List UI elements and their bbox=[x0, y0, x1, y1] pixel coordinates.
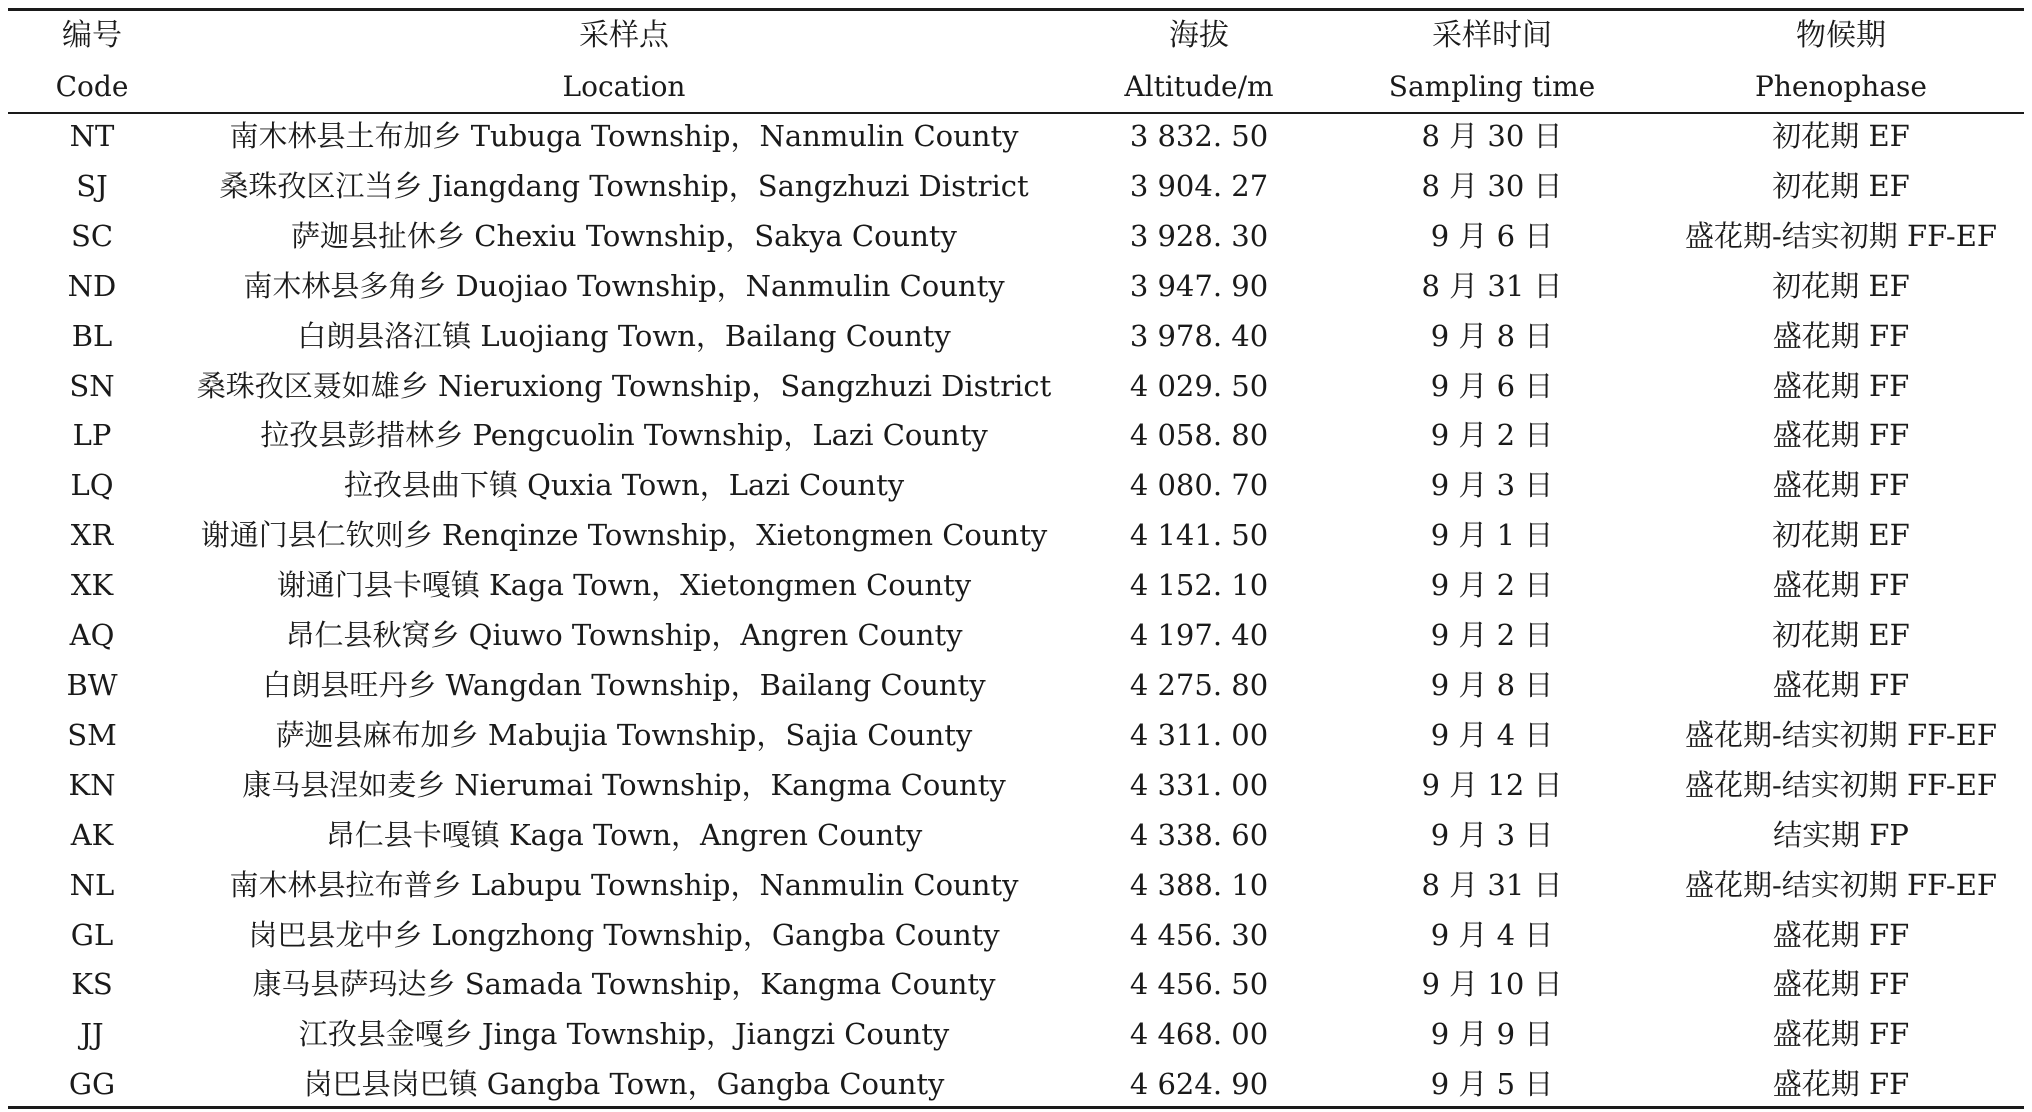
cell-altitude: 4 331. 00 bbox=[1129, 767, 1269, 802]
cell-code: AQ bbox=[69, 618, 115, 653]
cell-sampling-time: 9 月 3 日 bbox=[1430, 817, 1554, 852]
table-row bbox=[0, 711, 2032, 761]
cell-altitude: 4 456. 30 bbox=[1129, 917, 1269, 952]
cell-phenophase: 盛花期-结实初期 FF-EF bbox=[1684, 867, 1998, 902]
cell-code: XR bbox=[70, 518, 114, 553]
cell-location: 拉孜县曲下镇 Quxia Town，Lazi County bbox=[343, 468, 905, 503]
table-row bbox=[0, 661, 2032, 711]
header-location-en: Location bbox=[562, 70, 686, 103]
cell-phenophase: 盛花期 FF bbox=[1772, 1067, 1910, 1102]
cell-code: NL bbox=[69, 867, 115, 902]
cell-code: NT bbox=[69, 119, 115, 153]
cell-sampling-time: 8 月 31 日 bbox=[1421, 867, 1563, 902]
table-row bbox=[0, 861, 2032, 911]
cell-sampling-time: 9 月 8 日 bbox=[1430, 318, 1554, 353]
cell-altitude: 3 832. 50 bbox=[1129, 119, 1269, 153]
cell-location: 拉孜县彭措林乡 Pengcuolin Township，Lazi County bbox=[260, 418, 988, 453]
cell-phenophase: 盛花期-结实初期 FF-EF bbox=[1684, 717, 1998, 752]
table-body bbox=[0, 112, 2032, 1110]
cell-code: KN bbox=[68, 767, 116, 802]
cell-phenophase: 盛花期 FF bbox=[1772, 568, 1910, 603]
cell-altitude: 4 141. 50 bbox=[1129, 518, 1269, 553]
cell-phenophase: 盛花期 FF bbox=[1772, 418, 1910, 453]
cell-code: XK bbox=[70, 568, 114, 603]
cell-sampling-time: 9 月 6 日 bbox=[1430, 368, 1554, 403]
cell-location: 萨迦县扯休乡 Chexiu Township，Sakya County bbox=[291, 218, 957, 253]
cell-location: 南木林县多角乡 Duojiao Township，Nanmulin County bbox=[243, 268, 1005, 303]
cell-phenophase: 盛花期 FF bbox=[1772, 667, 1910, 702]
cell-phenophase: 初花期 EF bbox=[1772, 119, 1910, 153]
header-sampling-time-en: Sampling time bbox=[1388, 70, 1596, 103]
cell-altitude: 4 468. 00 bbox=[1129, 1017, 1269, 1052]
table-row bbox=[0, 112, 2032, 162]
cell-location: 白朗县洛江镇 Luojiang Town，Bailang County bbox=[297, 318, 951, 353]
cell-sampling-time: 9 月 9 日 bbox=[1430, 1017, 1554, 1052]
table-row bbox=[0, 461, 2032, 511]
table-row bbox=[0, 162, 2032, 212]
cell-location: 昂仁县秋窝乡 Qiuwo Township，Angren County bbox=[285, 618, 963, 653]
cell-sampling-time: 9 月 4 日 bbox=[1430, 917, 1554, 952]
cell-code: GG bbox=[68, 1067, 116, 1102]
cell-code: LQ bbox=[70, 468, 114, 503]
cell-code: BW bbox=[66, 667, 118, 702]
cell-code: SM bbox=[67, 717, 117, 752]
header-row-english bbox=[0, 61, 2032, 112]
cell-altitude: 4 080. 70 bbox=[1129, 468, 1269, 503]
cell-phenophase: 盛花期 FF bbox=[1772, 917, 1910, 952]
header-code-en: Code bbox=[55, 70, 129, 103]
table-row bbox=[0, 611, 2032, 661]
cell-location: 江孜县金嘎乡 Jinga Township，Jiangzi County bbox=[298, 1017, 950, 1052]
cell-sampling-time: 9 月 2 日 bbox=[1430, 568, 1554, 603]
cell-sampling-time: 9 月 4 日 bbox=[1430, 717, 1554, 752]
data-table bbox=[0, 11, 2032, 1110]
cell-location: 桑珠孜区江当乡 Jiangdang Township，Sangzhuzi District bbox=[219, 168, 1029, 203]
cell-code: AK bbox=[70, 817, 114, 852]
table-row bbox=[0, 811, 2032, 861]
cell-sampling-time: 9 月 10 日 bbox=[1421, 967, 1563, 1002]
table-header bbox=[0, 11, 2032, 112]
table-row bbox=[0, 411, 2032, 461]
cell-phenophase: 盛花期 FF bbox=[1772, 967, 1910, 1002]
table-row bbox=[0, 1060, 2032, 1110]
cell-altitude: 4 388. 10 bbox=[1129, 867, 1269, 902]
header-phenophase-cn: 物候期 bbox=[1796, 18, 1886, 53]
table-row bbox=[0, 911, 2032, 961]
table-row bbox=[0, 262, 2032, 312]
cell-location: 昂仁县卡嘎镇 Kaga Town，Angren County bbox=[325, 817, 923, 852]
cell-sampling-time: 9 月 8 日 bbox=[1430, 667, 1554, 702]
cell-phenophase: 初花期 EF bbox=[1772, 168, 1910, 203]
cell-sampling-time: 8 月 30 日 bbox=[1421, 168, 1563, 203]
table-row bbox=[0, 561, 2032, 611]
cell-altitude: 4 058. 80 bbox=[1129, 418, 1269, 453]
cell-altitude: 4 338. 60 bbox=[1129, 817, 1269, 852]
cell-sampling-time: 8 月 30 日 bbox=[1421, 119, 1563, 153]
cell-location: 谢通门县卡嘎镇 Kaga Town，Xietongmen County bbox=[276, 568, 972, 603]
cell-phenophase: 盛花期 FF bbox=[1772, 468, 1910, 503]
table-row bbox=[0, 362, 2032, 412]
cell-code: ND bbox=[67, 268, 117, 303]
cell-altitude: 4 624. 90 bbox=[1129, 1067, 1269, 1102]
header-altitude-en: Altitude/m bbox=[1124, 70, 1274, 103]
header-phenophase-en: Phenophase bbox=[1755, 70, 1927, 103]
table-row bbox=[0, 960, 2032, 1010]
table-row bbox=[0, 761, 2032, 811]
cell-altitude: 3 978. 40 bbox=[1129, 318, 1269, 353]
cell-code: JJ bbox=[80, 1017, 104, 1052]
header-altitude-cn: 海拔 bbox=[1169, 18, 1229, 53]
cell-location: 南木林县拉布普乡 Labupu Township，Nanmulin County bbox=[229, 867, 1019, 902]
cell-location: 萨迦县麻布加乡 Mabujia Township，Sajia County bbox=[275, 717, 973, 752]
table-row bbox=[0, 312, 2032, 362]
cell-phenophase: 盛花期 FF bbox=[1772, 1017, 1910, 1052]
cell-code: SN bbox=[69, 368, 115, 403]
cell-sampling-time: 9 月 12 日 bbox=[1421, 767, 1563, 802]
cell-phenophase: 盛花期-结实初期 FF-EF bbox=[1684, 218, 1998, 253]
cell-phenophase: 初花期 EF bbox=[1772, 518, 1910, 553]
sampling-sites-table bbox=[0, 8, 2032, 1112]
cell-altitude: 4 275. 80 bbox=[1129, 667, 1269, 702]
cell-sampling-time: 9 月 3 日 bbox=[1430, 468, 1554, 503]
cell-location: 岗巴县龙中乡 Longzhong Township，Gangba County bbox=[248, 917, 1000, 952]
cell-phenophase: 结实期 FP bbox=[1773, 817, 1909, 852]
cell-phenophase: 初花期 EF bbox=[1772, 618, 1910, 653]
cell-sampling-time: 9 月 2 日 bbox=[1430, 618, 1554, 653]
cell-sampling-time: 9 月 6 日 bbox=[1430, 218, 1554, 253]
cell-location: 康马县萨玛达乡 Samada Township，Kangma County bbox=[252, 967, 996, 1002]
header-sampling-time-cn: 采样时间 bbox=[1432, 18, 1552, 53]
cell-code: BL bbox=[71, 318, 113, 353]
cell-sampling-time: 9 月 5 日 bbox=[1430, 1067, 1554, 1102]
cell-altitude: 4 197. 40 bbox=[1129, 618, 1269, 653]
cell-code: GL bbox=[70, 917, 114, 952]
cell-altitude: 3 928. 30 bbox=[1129, 218, 1269, 253]
cell-location: 桑珠孜区聂如雄乡 Nieruxiong Township，Sangzhuzi District bbox=[196, 368, 1052, 403]
cell-location: 白朗县旺丹乡 Wangdan Township，Bailang County bbox=[262, 667, 986, 702]
cell-altitude: 4 311. 00 bbox=[1129, 717, 1269, 752]
cell-altitude: 4 456. 50 bbox=[1129, 967, 1269, 1002]
cell-sampling-time: 9 月 1 日 bbox=[1430, 518, 1554, 553]
cell-code: SJ bbox=[76, 168, 108, 203]
cell-phenophase: 盛花期-结实初期 FF-EF bbox=[1684, 767, 1998, 802]
cell-code: KS bbox=[71, 967, 113, 1002]
cell-location: 岗巴县岗巴镇 Gangba Town，Gangba County bbox=[303, 1067, 945, 1102]
cell-phenophase: 盛花期 FF bbox=[1772, 318, 1910, 353]
cell-altitude: 4 152. 10 bbox=[1129, 568, 1269, 603]
cell-location: 康马县涅如麦乡 Nierumai Township，Kangma County bbox=[242, 767, 1006, 802]
table-row bbox=[0, 212, 2032, 262]
header-location-cn: 采样点 bbox=[579, 18, 669, 53]
cell-altitude: 3 947. 90 bbox=[1129, 268, 1269, 303]
table-row bbox=[0, 511, 2032, 561]
header-row-chinese bbox=[0, 11, 2032, 61]
cell-altitude: 3 904. 27 bbox=[1129, 168, 1269, 203]
cell-sampling-time: 8 月 31 日 bbox=[1421, 268, 1563, 303]
cell-altitude: 4 029. 50 bbox=[1129, 368, 1269, 403]
cell-phenophase: 盛花期 FF bbox=[1772, 368, 1910, 403]
cell-code: LP bbox=[72, 418, 112, 453]
cell-sampling-time: 9 月 2 日 bbox=[1430, 418, 1554, 453]
cell-code: SC bbox=[70, 218, 114, 253]
cell-location: 谢通门县仁钦则乡 Renqinze Township，Xietongmen County bbox=[200, 518, 1048, 553]
table-row bbox=[0, 1010, 2032, 1060]
cell-phenophase: 初花期 EF bbox=[1772, 268, 1910, 303]
cell-location: 南木林县土布加乡 Tubuga Township，Nanmulin County bbox=[229, 119, 1019, 153]
header-code-cn: 编号 bbox=[62, 18, 122, 53]
